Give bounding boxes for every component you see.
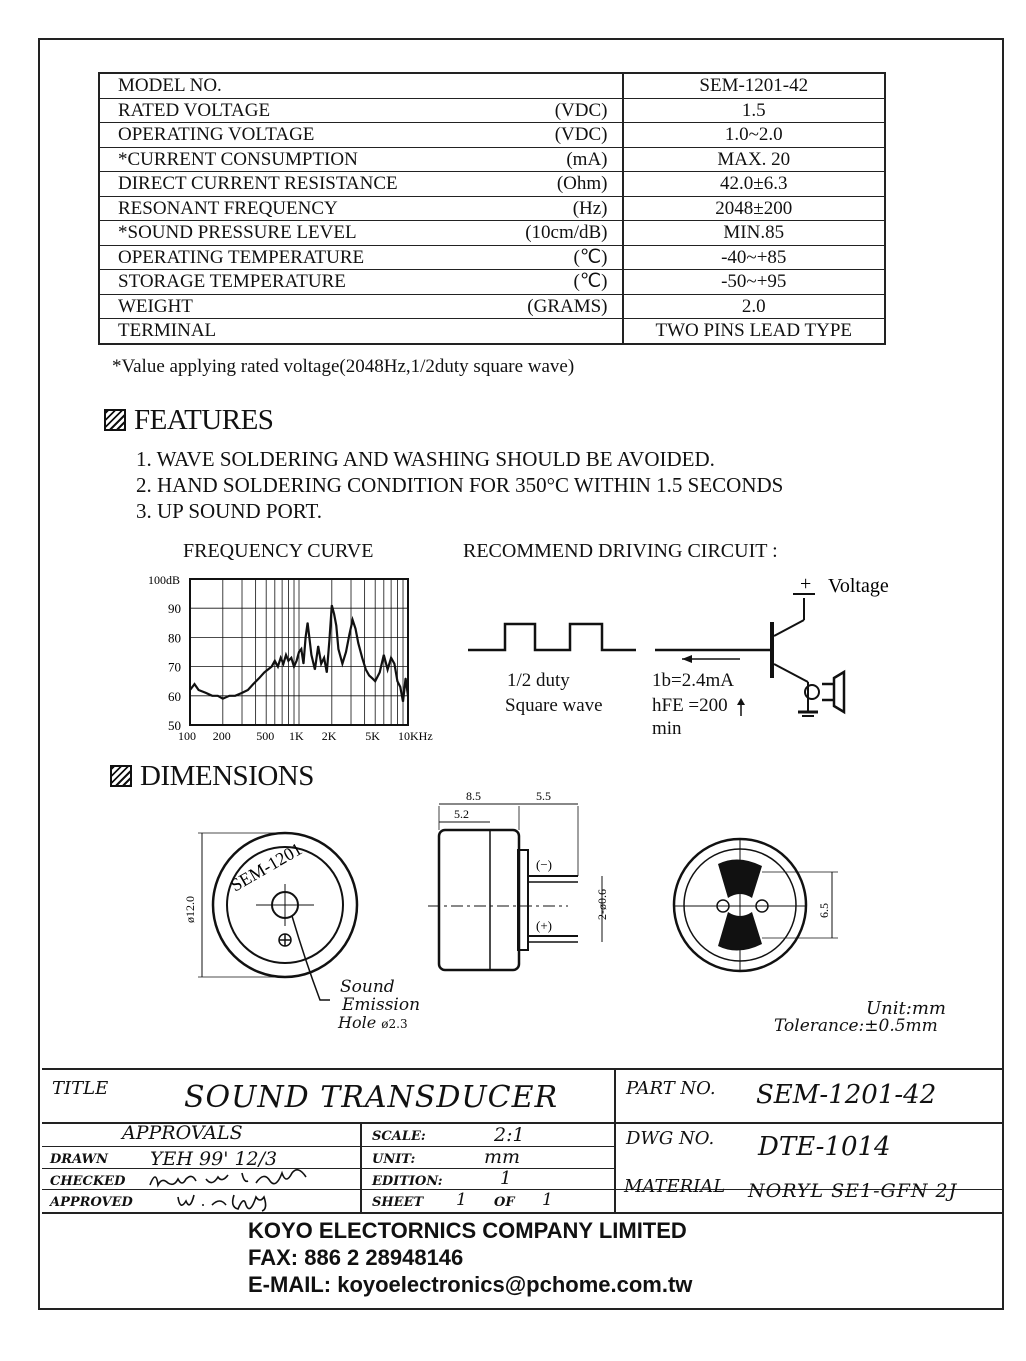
unit-note: Unit:mm — [866, 998, 946, 1019]
spec-rows — [99, 98, 885, 319]
chart-point — [369, 675, 370, 676]
chart-point — [194, 684, 195, 685]
chart-point — [189, 689, 190, 690]
sheet-total: 1 — [542, 1190, 553, 1210]
chart-point — [400, 686, 401, 687]
driving-circuit-title: RECOMMEND DRIVING CIRCUIT : — [463, 540, 778, 562]
spec-row-label: *CURRENT CONSUMPTION — [99, 147, 494, 172]
features-title: FEATURES — [134, 404, 274, 436]
y-tick-label: 70 — [168, 659, 181, 675]
up-arrow-head-icon — [737, 698, 745, 705]
spec-row — [99, 221, 885, 246]
tolerance-note: Tolerance:±0.5mm — [774, 1016, 938, 1036]
chart-point — [342, 663, 343, 664]
edition-label: EDITION: — [372, 1174, 443, 1189]
chart-point — [205, 692, 206, 693]
sound-label-3 — [338, 1013, 408, 1032]
frequency-curve-title: FREQUENCY CURVE — [183, 540, 374, 562]
company-email: E-MAIL: koyoelectronics@pchome.com.tw — [248, 1272, 693, 1297]
chart-point — [301, 648, 302, 649]
chart-point — [217, 695, 218, 696]
hatch-box-icon — [104, 409, 126, 431]
dimensions-title: DIMENSIONS — [140, 760, 314, 792]
spec-row-value: MIN.85 — [623, 221, 885, 246]
spec-row-value: MAX. 20 — [623, 147, 885, 172]
spec-row-unit: (GRAMS) — [494, 294, 623, 319]
spec-row — [99, 98, 885, 123]
bottom-view-drawing — [660, 820, 860, 1000]
chart-point — [229, 695, 230, 696]
x-tick-label: 5K — [365, 729, 380, 743]
spec-row — [99, 172, 885, 197]
spec-row-unit: (Hz) — [494, 196, 623, 221]
drawn-value: YEH 99' 12/3 — [150, 1148, 278, 1170]
feature-item: 1. WAVE SOLDERING AND WASHING SHOULD BE AVOIDED. — [136, 447, 715, 471]
spec-header-value: SEM-1201-42 — [623, 73, 885, 98]
leader-line — [292, 916, 330, 1000]
spec-row-unit: (mA) — [494, 147, 623, 172]
title-value: SOUND TRANSDUCER — [184, 1080, 559, 1115]
chart-point — [407, 695, 408, 696]
chart-point — [338, 648, 339, 649]
chart-point — [375, 681, 376, 682]
tb-line-top — [42, 1068, 1004, 1070]
drawn-label: DRAWN — [50, 1152, 108, 1167]
spec-row-unit: (VDC) — [494, 123, 623, 148]
spec-row-unit: (Ohm) — [494, 172, 623, 197]
dimensions-heading — [110, 760, 314, 793]
x-tick-label: 1K — [289, 729, 304, 743]
spec-row-label: OPERATING VOLTAGE — [99, 123, 494, 148]
chart-point — [352, 619, 353, 620]
y-tick-label: 90 — [168, 601, 181, 617]
frequency-chart — [140, 570, 450, 750]
spec-header-row — [99, 73, 885, 98]
chart-point — [372, 678, 373, 679]
part-no-value: SEM-1201-42 — [756, 1080, 937, 1110]
sheet-num: 1 — [456, 1190, 467, 1210]
feature-item: 2. HAND SOLDERING CONDITION FOR 350°C WITHIN 1.5 SECONDS — [136, 473, 784, 497]
pins-label: 2-ø0.6 — [595, 889, 609, 920]
voltage-label: Voltage — [828, 575, 889, 597]
spec-terminal-unit — [494, 319, 623, 344]
spec-row-value: 42.0±6.3 — [623, 172, 885, 197]
part-no-label: PART NO. — [626, 1078, 716, 1099]
spec-header-unit — [494, 73, 623, 98]
signature-stroke — [178, 1195, 266, 1211]
spec-note: *Value applying rated voltage(2048Hz,1/2duty square wave) — [112, 356, 575, 377]
chart-point — [391, 657, 392, 658]
chart-point — [258, 678, 259, 679]
sheet-of: OF — [494, 1195, 515, 1210]
signature-stroke — [150, 1170, 306, 1185]
spec-row — [99, 147, 885, 172]
spec-row-label: *SOUND PRESSURE LEVEL — [99, 221, 494, 246]
chart-point — [212, 695, 213, 696]
edition-value: 1 — [500, 1168, 512, 1189]
spec-row-value: 2048±200 — [623, 196, 885, 221]
x-tick-label: 100 — [178, 729, 196, 743]
plus-sign: + — [800, 573, 812, 595]
approved-signature — [172, 1189, 312, 1213]
chart-point — [334, 613, 335, 614]
spec-row-unit: (℃) — [494, 245, 623, 270]
y-tick-label: 50 — [168, 718, 181, 733]
spec-row — [99, 294, 885, 319]
chart-x-ticks — [178, 729, 433, 743]
chart-point — [293, 666, 294, 667]
approvals-label: APPROVALS — [122, 1122, 243, 1144]
scale-label: SCALE: — [372, 1129, 426, 1144]
chart-point — [355, 628, 356, 629]
y-tick-label: 60 — [168, 688, 181, 704]
chart-point — [383, 654, 384, 655]
y-tick-label: 100dB — [148, 573, 181, 587]
chart-point — [198, 689, 199, 690]
chart-point — [321, 663, 322, 664]
chart-y-ticks — [148, 573, 181, 733]
chart-point — [235, 695, 236, 696]
spec-row — [99, 270, 885, 295]
side-body — [439, 830, 519, 970]
spec-row — [99, 196, 885, 221]
chart-point — [318, 646, 319, 647]
dim-65: 6.5 — [817, 903, 831, 918]
chart-point — [274, 660, 275, 661]
title-block — [42, 1068, 1004, 1310]
tb-vline-mid — [360, 1122, 362, 1212]
hfe-label: hFE =200 — [652, 695, 728, 716]
features-list — [136, 446, 783, 524]
pos-label: (+) — [536, 918, 552, 933]
chart-point — [387, 669, 388, 670]
hole-label: Hole — [338, 1013, 377, 1032]
min-label: min — [652, 718, 682, 739]
chart-point — [305, 637, 306, 638]
spec-row-label: OPERATING TEMPERATURE — [99, 245, 494, 270]
dwg-no-label: DWG NO. — [626, 1128, 715, 1149]
spec-terminal-label: TERMINAL — [118, 320, 217, 342]
chart-point — [288, 660, 289, 661]
chart-point — [296, 660, 297, 661]
unit-label: UNIT: — [372, 1152, 416, 1167]
neg-label: (−) — [536, 857, 552, 872]
chart-point — [271, 666, 272, 667]
dim-85: 8.5 — [466, 789, 481, 803]
title-label: TITLE — [52, 1078, 109, 1099]
tb-line-approvals — [42, 1146, 614, 1147]
approved-label: APPROVED — [50, 1195, 133, 1210]
x-tick-label: 500 — [256, 729, 275, 743]
spec-row-value: 1.5 — [623, 98, 885, 123]
features-heading — [104, 404, 273, 437]
diameter-label: ø12.0 — [183, 896, 197, 923]
spec-header-label: MODEL NO. — [99, 73, 494, 98]
side-view-drawing — [428, 780, 628, 980]
chart-point — [267, 669, 268, 670]
spec-row-value: 1.0~2.0 — [623, 123, 885, 148]
chart-point — [311, 654, 312, 655]
x-tick-label: 200 — [212, 729, 231, 743]
chart-point — [402, 701, 403, 702]
dim-55: 5.5 — [536, 789, 551, 803]
scale-value: 2:1 — [494, 1124, 525, 1146]
tb-line-drawn — [42, 1168, 614, 1169]
chart-point — [365, 669, 366, 670]
chart-point — [222, 698, 223, 699]
transistor-emitter — [774, 664, 808, 682]
chart-point — [336, 625, 337, 626]
chart-point — [298, 651, 299, 652]
ib-label: 1b=2.4mA — [652, 670, 734, 691]
spec-row-label: DIRECT CURRENT RESISTANCE — [99, 172, 494, 197]
spec-row-unit: (10cm/dB) — [494, 221, 623, 246]
spec-terminal-value: TWO PINS LEAD TYPE — [655, 320, 853, 342]
speaker-icon — [822, 672, 844, 712]
company-fax: FAX: 886 2 28948146 — [248, 1245, 464, 1270]
spec-table — [98, 72, 886, 345]
chart-point — [394, 663, 395, 664]
chart-point — [397, 681, 398, 682]
chart-point — [291, 657, 292, 658]
chart-point — [331, 605, 332, 606]
chart-point — [326, 672, 327, 673]
spec-row-label: RESONANT FREQUENCY — [99, 196, 494, 221]
spec-row-label: WEIGHT — [99, 294, 494, 319]
hole-diameter: ø2.3 — [381, 1017, 408, 1031]
spec-terminal-row — [99, 319, 885, 344]
chart-point — [285, 654, 286, 655]
spec-row-unit: (VDC) — [494, 98, 623, 123]
chart-point — [405, 678, 406, 679]
wave-label-2: Square wave — [505, 695, 603, 716]
spec-row-value: -40~+85 — [623, 245, 885, 270]
chart-point — [314, 669, 315, 670]
chart-point — [280, 657, 281, 658]
chart-point — [264, 672, 265, 673]
feature-item: 3. UP SOUND PORT. — [136, 499, 323, 523]
chart-point — [329, 640, 330, 641]
chart-point — [241, 692, 242, 693]
chart-point — [307, 622, 308, 623]
spec-row-value: 2.0 — [623, 294, 885, 319]
sound-label-1: Sound — [340, 977, 395, 997]
material-value: NORYL SE1-GFN 2J — [748, 1180, 958, 1202]
sheet-label: SHEET — [372, 1195, 424, 1210]
transistor-collector — [774, 620, 804, 636]
y-tick-label: 80 — [168, 630, 181, 646]
arrow-head-icon — [682, 655, 692, 663]
chart-point — [324, 657, 325, 658]
spec-row — [99, 245, 885, 270]
chart-point — [379, 672, 380, 673]
checked-signature — [146, 1169, 326, 1191]
chart-point — [277, 666, 278, 667]
sound-label-2: Emission — [342, 995, 421, 1015]
company-name: KOYO ELECTORNICS COMPANY LIMITED — [248, 1218, 687, 1243]
tb-vline-right — [614, 1068, 616, 1212]
dim-52: 5.2 — [454, 807, 469, 821]
spec-row-label: STORAGE TEMPERATURE — [99, 270, 494, 295]
unit-value: mm — [484, 1146, 521, 1168]
x-tick-label: 2K — [321, 729, 337, 743]
material-label: MATERIAL — [624, 1176, 726, 1197]
checked-label: CHECKED — [50, 1174, 126, 1189]
chart-point — [303, 663, 304, 664]
hatch-box-icon — [110, 765, 132, 787]
part-marking: SEM-1201 — [227, 838, 306, 896]
chart-point — [358, 643, 359, 644]
spec-row-unit: (℃) — [494, 270, 623, 295]
spec-row — [99, 123, 885, 148]
chart-point — [362, 657, 363, 658]
chart-point — [283, 663, 284, 664]
chart-point — [253, 684, 254, 685]
x-tick-label: 10KHz — [398, 729, 433, 743]
chart-point — [345, 651, 346, 652]
spec-row-value: -50~+95 — [623, 270, 885, 295]
driving-circuit-diagram — [460, 570, 910, 750]
chart-point — [247, 689, 248, 690]
wave-label-1: 1/2 duty — [507, 670, 570, 691]
square-wave — [468, 624, 636, 650]
dwg-no-value: DTE-1014 — [758, 1132, 891, 1162]
chart-point — [349, 634, 350, 635]
spec-row-label: RATED VOLTAGE — [99, 98, 494, 123]
